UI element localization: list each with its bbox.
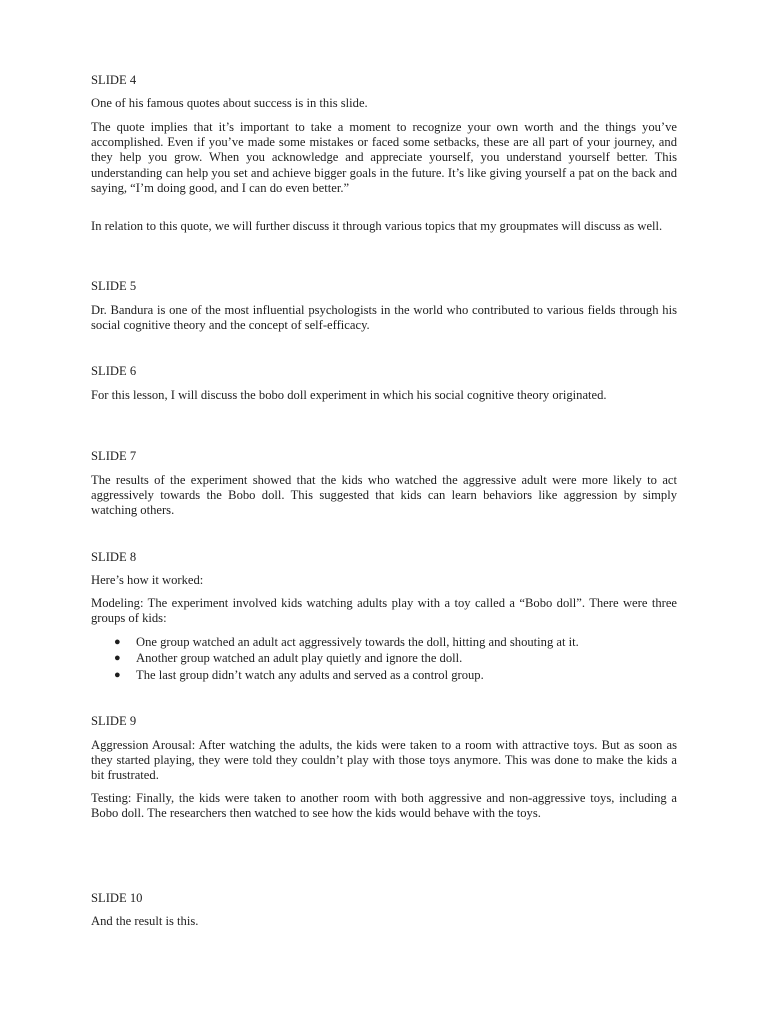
slide-heading: SLIDE 6: [91, 364, 137, 378]
bullet-icon: ●: [114, 668, 121, 681]
bullet-list: [91, 635, 677, 684]
paragraph: For this lesson, I will discuss the bobo doll experiment in which his social cognitive theory originated.: [91, 388, 607, 402]
slide-heading: SLIDE 4: [91, 73, 137, 87]
bullet-icon: ●: [114, 636, 121, 648]
list-item: [91, 668, 677, 684]
paragraph: Aggression Arousal: After watching the adults, the kids were taken to a room with attractive toys. But as soon as they started playing, they were told they couldn’t play with those toys anymore. This was done to make the kids a bit frustrated.: [91, 738, 677, 783]
list-item-text: The last group didn’t watch any adults and served as a control group.: [136, 667, 484, 682]
paragraph: And the result is this.: [91, 914, 199, 928]
slide-heading: SLIDE 10: [91, 891, 143, 905]
paragraph: Modeling: The experiment involved kids watching adults play with a toy called a “Bobo doll”. There were three groups of kids:: [91, 596, 677, 626]
slide-heading: SLIDE 7: [91, 449, 137, 463]
slide-heading: SLIDE 5: [91, 279, 137, 293]
paragraph: Here’s how it worked:: [91, 573, 204, 587]
list-item-text: Another group watched an adult play quietly and ignore the doll.: [136, 651, 463, 666]
slide-heading: SLIDE 8: [91, 550, 137, 564]
paragraph: Dr. Bandura is one of the most influential psychologists in the world who contributed to various fields through his social cognitive theory and the concept of self-efficacy.: [91, 303, 677, 333]
paragraph: The quote implies that it’s important to take a moment to recognize your own worth and the things you’ve accomplished. Even if you’ve made some mistakes or faced some setbacks, these are all part of your journey, and they help you grow. When you acknowledge and appreciate yourself, you understand yourself better. This understanding can help you set and achieve bigger goals in the future. It’s like giving yourself a pat on the back and saying, “I’m doing good, and I can do even better.”: [91, 120, 677, 195]
list-item: [91, 635, 677, 651]
list-item-text: One group watched an adult act aggressively towards the doll, hitting and shouting at it.: [136, 635, 579, 649]
paragraph: The results of the experiment showed that the kids who watched the aggressive adult were more likely to act aggressively towards the Bobo doll. This suggested that kids can learn behaviors like aggression by simply watching others.: [91, 473, 677, 518]
slide-heading: SLIDE 9: [91, 714, 137, 728]
paragraph: One of his famous quotes about success is in this slide.: [91, 96, 368, 110]
paragraph: In relation to this quote, we will further discuss it through various topics that my groupmates will discuss as well.: [91, 219, 663, 233]
bullet-icon: ●: [114, 652, 121, 665]
paragraph: Testing: Finally, the kids were taken to another room with both aggressive and non-aggressive toys, including a Bobo doll. The researchers then watched to see how the kids would behave with the toys.: [91, 791, 677, 821]
list-item: [91, 651, 677, 667]
